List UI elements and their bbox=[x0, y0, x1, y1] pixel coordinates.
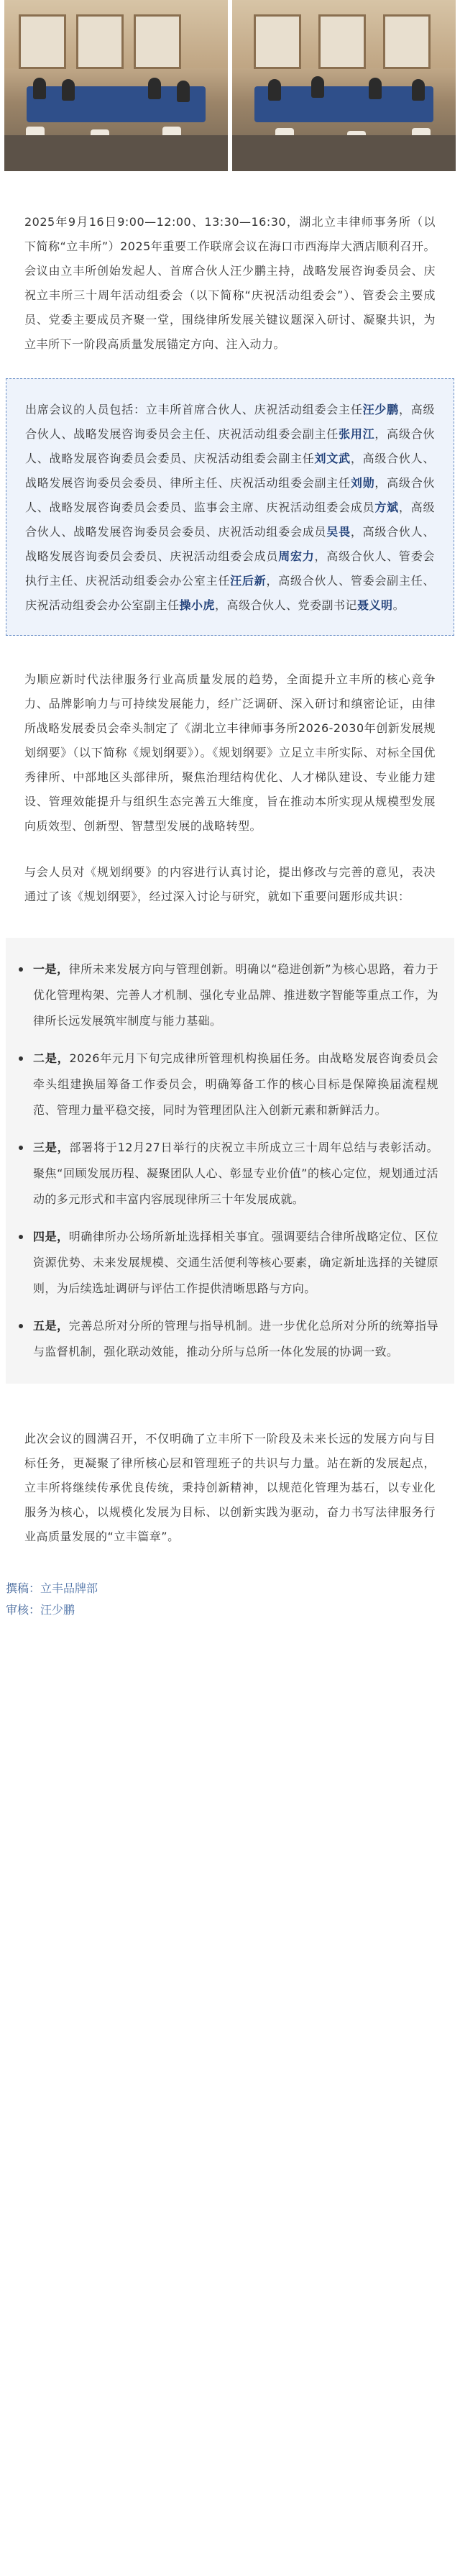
item-lead: 二是， bbox=[33, 1051, 70, 1065]
list-item bbox=[19, 1224, 438, 1302]
author-value: 立丰品牌部 bbox=[40, 1581, 98, 1595]
attendee-text: ，高级合伙人、战略发展咨询委员会主任、庆祝活动组委会副主任 bbox=[25, 403, 435, 441]
attendee-text: 。 bbox=[392, 598, 405, 612]
item-lead: 四是， bbox=[33, 1230, 69, 1243]
list-item bbox=[19, 1135, 438, 1212]
plan-paragraph: 为顺应新时代法律服务行业高质量发展的趋势，全面提升立丰所的核心竞争力、品牌影响力与可持续发展能力，经广泛调研、深入研讨和缜密论证，由律所战略发展委员会牵头制定了《湖北立丰律师事务所2026-2030年创新发展规划纲要》（以下简称《规划纲要》）。《规划纲要》立足立丰所实际、对标全国优秀律所、中部地区头部律所，聚焦治理结构优化、人才梯队建设、专业能力建设、管理效能提升与组织生态完善五大维度，旨在推动本所实现从规模型发展向质效型、创新型、智慧型发展的战略转型。 bbox=[24, 672, 436, 833]
item-text: 部署将于12月27日举行的庆祝立丰所成立三十周年总结与表彰活动。聚焦“回顾发展历程、凝聚团队人心、彰显专业价值”的核心定位，规划通过活动的多元形式和丰富内容展现律所三十年发展成就。 bbox=[33, 1141, 438, 1206]
attendee-name: 聂义明 bbox=[357, 598, 393, 612]
intro-paragraph: 2025年9月16日9:00—12:00、13:30—16:30，湖北立丰律师事务所（以下简称“立丰所”）2025年重要工作联席会议在海口市西海岸大酒店顺利召开。会议由立丰所创始发起人、首席合伙人汪少鹏主持，战略发展咨询委员会、庆祝立丰所三十周年活动组委会（以下简称“庆祝活动组委会”）、管委会主要成员、党委主要成员齐聚一堂，围绕律所发展关键议题深入研讨、凝聚共识，为立丰所下一阶段高质量发展锚定方向、注入动力。 bbox=[24, 215, 436, 351]
list-item bbox=[19, 956, 438, 1034]
item-lead: 一是， bbox=[33, 962, 69, 976]
attendee-name: 刘文武 bbox=[314, 452, 351, 465]
attendee-text: ，高级合伙人、管委会副主任、庆祝活动组委会办公室副主任 bbox=[25, 574, 435, 612]
review-label: 审核： bbox=[6, 1603, 41, 1617]
item-text: 2026年元月下旬完成律所管理机构换届任务。由战略发展咨询委员会牵头组建换届筹备工作委员会，明确筹备工作的核心目标是保障换届流程规范、管理力量平稳交接，同时为管理团队注入创新元素和新鲜活力。 bbox=[33, 1051, 438, 1117]
list-item bbox=[19, 1046, 438, 1123]
attendee-text: ，高级合伙人、战略发展咨询委员会委员、庆祝活动组委会成员 bbox=[25, 525, 435, 563]
bullet-icon bbox=[19, 1146, 23, 1150]
credits bbox=[0, 1549, 460, 1643]
item-lead: 三是， bbox=[33, 1141, 70, 1154]
attendee-name: 操小虎 bbox=[179, 598, 216, 612]
photo-row bbox=[0, 0, 460, 171]
attendee-name: 张用江 bbox=[339, 427, 375, 441]
consensus-list bbox=[6, 938, 454, 1384]
item-lead: 五是， bbox=[33, 1319, 69, 1333]
list-item bbox=[19, 1313, 438, 1365]
consensus-paragraph: 与会人员对《规划纲要》的内容进行认真讨论，提出修改与完善的意见，表决通过了该《规划纲要》，经过深入讨论与研究，就如下重要问题形成共识： bbox=[24, 865, 436, 903]
attendee-box bbox=[6, 378, 454, 636]
attendee-text: ，高级合伙人、战略发展咨询委员会委员、监事会主席、庆祝活动组委会成员 bbox=[25, 476, 435, 514]
plan-section bbox=[0, 636, 460, 909]
review-credit bbox=[6, 1599, 454, 1621]
attendee-text: ，高级合伙人、党委副书记 bbox=[215, 598, 358, 612]
attendee-name: 方斌 bbox=[374, 501, 399, 514]
meeting-photo-right bbox=[232, 0, 456, 171]
attendee-name: 刘勋 bbox=[350, 476, 375, 490]
attendee-name: 汪少鹏 bbox=[362, 403, 399, 416]
attendee-text: ，高级合伙人、战略发展咨询委员会委员、庆祝活动组委会成员 bbox=[25, 501, 435, 539]
attendee-name: 吴畏 bbox=[326, 525, 351, 539]
attendee-text: 出席会议的人员包括：立丰所首席合伙人、庆祝活动组委会主任 bbox=[25, 403, 363, 416]
bullet-icon bbox=[19, 1235, 23, 1239]
author-credit bbox=[6, 1578, 454, 1599]
review-value: 汪少鹏 bbox=[40, 1603, 75, 1617]
item-text: 律所未来发展方向与管理创新。明确以“稳进创新”为核心思路，着力于优化管理构架、完善人才机制、强化专业品牌、推进数字智能等重点工作，为律所长远发展筑牢制度与能力基础。 bbox=[33, 962, 438, 1028]
author-label: 撰稿： bbox=[6, 1581, 41, 1595]
item-text: 完善总所对分所的管理与指导机制。进一步优化总所对分所的统筹指导与监督机制，强化联动效能，推动分所与总所一体化发展的协调一致。 bbox=[33, 1319, 438, 1358]
attendee-paragraph bbox=[25, 398, 435, 618]
bullet-icon bbox=[19, 967, 23, 972]
closing-paragraph: 此次会议的圆满召开，不仅明确了立丰所下一阶段及未来长远的发展方向与目标任务，更凝聚了律所核心层和管理班子的共识与力量。站在新的发展起点，立丰所将继续传承优良传统，秉持创新精神，以规范化管理为基石，以专业化服务为核心，以规模化发展为目标、以创新实践为驱动，奋力书写法律服务行业高质量发展的“立丰篇章”。 bbox=[24, 1432, 436, 1543]
bullet-icon bbox=[19, 1056, 23, 1061]
closing-section bbox=[0, 1384, 460, 1549]
intro-section bbox=[0, 171, 460, 357]
attendee-name: 汪后新 bbox=[230, 574, 267, 588]
item-text: 明确律所办公场所新址选择相关事宜。强调要结合律所战略定位、区位资源优势、未来发展规模、交通生活便利等核心要素，确定新址选择的关键原则，为后续选址调研与评估工作提供清晰思路与方向。 bbox=[33, 1230, 438, 1295]
bullet-icon bbox=[19, 1324, 23, 1328]
attendee-text: ，高级合伙人、管委会执行主任、庆祝活动组委会办公室主任 bbox=[25, 549, 435, 588]
attendee-text: ，高级合伙人、战略发展咨询委员会委员、律所主任、庆祝活动组委会副主任 bbox=[25, 452, 435, 490]
attendee-text: ，高级合伙人、战略发展咨询委员会委员、庆祝活动组委会副主任 bbox=[25, 427, 435, 465]
meeting-photo-left bbox=[4, 0, 228, 171]
attendee-name: 周宏力 bbox=[278, 549, 315, 563]
